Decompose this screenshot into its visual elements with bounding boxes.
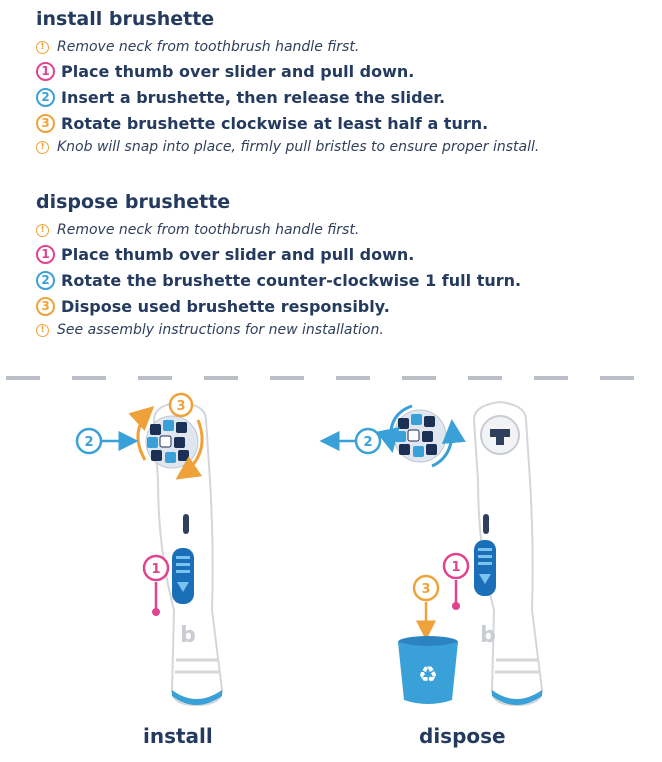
dispose-note-1 [36, 219, 656, 241]
indicator-slot [483, 514, 489, 534]
brand-logo-icon: b [480, 623, 496, 648]
brand-logo-icon: b [180, 623, 196, 648]
step-badge-1-label: 1 [151, 562, 161, 577]
exclamation-icon: ! [36, 324, 49, 337]
step-badge-3-label: 3 [176, 399, 186, 414]
step-number-3-icon: 3 [36, 297, 55, 316]
install-step-2-text: Insert a brushette, then release the slider. [61, 87, 446, 107]
trash-cup-icon [398, 636, 458, 704]
dispose-step-3-text: Dispose used brushette responsibly. [61, 296, 390, 316]
dispose-section [36, 191, 656, 341]
brush-head-icon [146, 416, 198, 468]
exclamation-icon: ! [36, 224, 49, 237]
install-note-1 [36, 36, 656, 58]
dispose-step-2-text: Rotate the brushette counter-clockwise 1 full turn. [61, 270, 522, 290]
exclamation-icon: ! [36, 141, 49, 154]
install-step-3-text: Rotate brushette clockwise at least half a turn. [61, 113, 489, 133]
recycle-icon: ♻ [418, 663, 438, 688]
install-note-1-text: Remove neck from toothbrush handle first. [57, 39, 360, 55]
step-number-2-icon: 2 [36, 88, 55, 107]
exclamation-icon: ! [36, 41, 49, 54]
step-number-3-icon: 3 [36, 114, 55, 133]
step-number-1-icon: 1 [36, 245, 55, 264]
step-badge-2-label: 2 [363, 435, 373, 450]
caption-install: install [143, 724, 213, 748]
install-section [36, 8, 656, 158]
illustration [0, 360, 662, 762]
dispose-step-3 [36, 293, 656, 319]
step-number-1-icon: 1 [36, 62, 55, 81]
brush-head-icon [394, 410, 446, 462]
install-note-2-text: Knob will snap into place, firmly pull bristles to ensure proper install. [57, 139, 540, 155]
indicator-slot [183, 514, 189, 534]
dispose-step-2 [36, 267, 656, 293]
step-badge-1-label: 1 [451, 560, 461, 575]
slider-icon [474, 540, 496, 596]
dispose-note-2 [36, 319, 656, 341]
step-number-2-icon: 2 [36, 271, 55, 290]
install-title: install brushette [36, 8, 215, 30]
step-badge-3-label: 3 [421, 582, 431, 597]
dispose-title: dispose brushette [36, 191, 231, 213]
dispose-step-1 [36, 241, 656, 267]
install-step-1-text: Place thumb over slider and pull down. [61, 61, 415, 81]
pointer-dot [452, 602, 460, 610]
dispose-note-1-text: Remove neck from toothbrush handle first. [57, 222, 360, 238]
pointer-dot [152, 608, 160, 616]
install-step-3 [36, 110, 656, 136]
slider-icon [172, 548, 194, 604]
step-badge-2-label: 2 [84, 435, 94, 450]
install-step-1 [36, 58, 656, 84]
install-step-2 [36, 84, 656, 110]
caption-dispose: dispose [419, 724, 506, 748]
dispose-toothbrush [322, 402, 542, 705]
dispose-note-2-text: See assembly instructions for new installation. [57, 322, 384, 338]
install-toothbrush [77, 394, 222, 705]
dispose-step-1-text: Place thumb over slider and pull down. [61, 244, 415, 264]
install-note-2 [36, 136, 656, 158]
